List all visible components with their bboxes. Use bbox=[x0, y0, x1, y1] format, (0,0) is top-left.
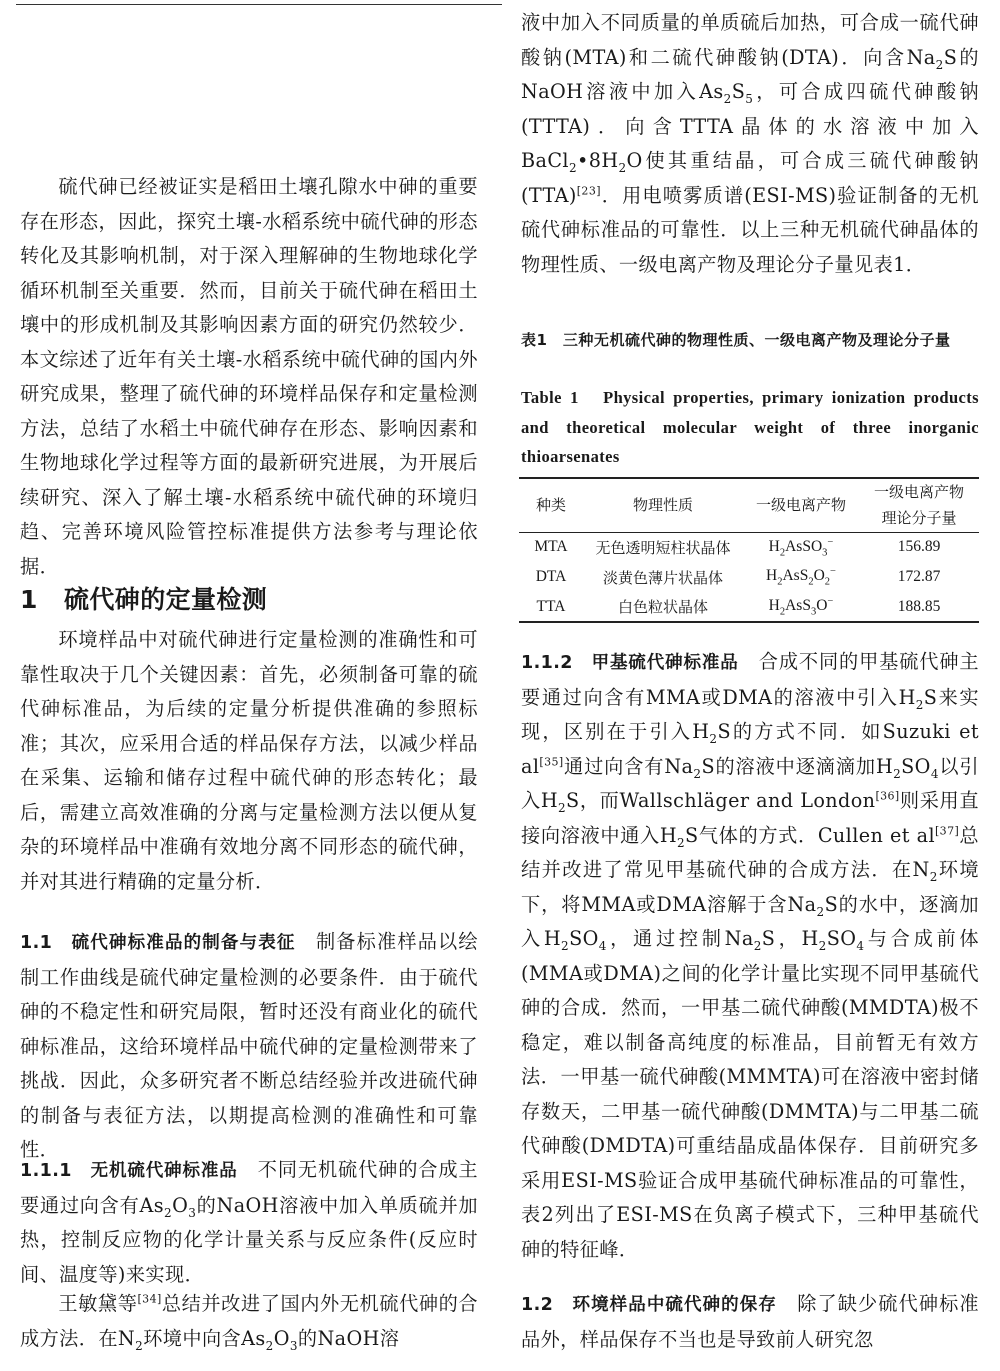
s112-text: 合成不同的甲基硫代砷主要通过向含有MMA或DMA的溶液中引入H bbox=[521, 650, 979, 709]
subscript: 2 bbox=[935, 57, 944, 72]
citation-ref: [35] bbox=[539, 755, 564, 769]
s112-text: 通过向含有Na bbox=[563, 754, 694, 778]
s112-text: 环境下，将MMA或DMA溶解于含Na bbox=[521, 858, 979, 916]
cont-text: 液中加入不同质量的单质硫后加热，可合成一硫代砷酸钠(MTA)和二硫代砷酸钠(DTA)．向含Na bbox=[521, 11, 979, 69]
subscript: 2 bbox=[561, 938, 570, 953]
table-row bbox=[519, 562, 979, 592]
cont-text: •8H bbox=[577, 149, 619, 172]
citation-ref: [23] bbox=[576, 184, 601, 198]
formula-sub: 2 bbox=[779, 606, 786, 618]
subscript: 4 bbox=[930, 766, 939, 781]
subscript: 2 bbox=[818, 938, 827, 953]
cell-mw: 188.85 bbox=[897, 597, 941, 615]
formula-part: AsS bbox=[785, 597, 811, 615]
citation-ref: [34] bbox=[137, 1292, 162, 1306]
header-mw-line2: 理论分子量 bbox=[881, 509, 957, 528]
continued-paragraph bbox=[521, 6, 979, 282]
subscript: 3 bbox=[289, 1338, 298, 1353]
formula-sup: − bbox=[827, 536, 834, 548]
section-1-2-paragraph bbox=[521, 1287, 979, 1357]
subscript: 2 bbox=[753, 938, 762, 953]
table-row bbox=[519, 592, 979, 622]
formula-sub: 2 bbox=[824, 576, 831, 588]
s112-text: SO bbox=[826, 927, 857, 950]
subscript: 2 bbox=[893, 766, 902, 781]
subscript: 4 bbox=[856, 938, 865, 953]
wang-text: 的NaOH溶 bbox=[297, 1326, 400, 1350]
citation-ref: [36] bbox=[875, 789, 900, 803]
cell-type: MTA bbox=[534, 538, 568, 556]
subscript: 2 bbox=[929, 869, 938, 884]
section-1-1-2-heading: 1.1.2 甲基硫代砷标准品 bbox=[521, 653, 739, 673]
cell-property: 无色透明短柱状晶体 bbox=[595, 538, 731, 557]
subscript: 2 bbox=[816, 904, 825, 919]
s111-text: 不同无机硫代砷的合成主要通过向含有As bbox=[20, 1158, 478, 1217]
table-header-row bbox=[519, 478, 979, 532]
s112-text: S，而Wallschläger and London bbox=[566, 789, 876, 812]
formula-part: H bbox=[766, 567, 778, 585]
s111-text: 的NaOH溶液中加入单质硫并加热，控制反应物的化学计量关系与反应条件(反应时间、温度等)来实现． bbox=[20, 1193, 478, 1286]
intro-paragraph: 硫代砷已经被证实是稻田土壤孔隙水中砷的重要存在形态，因此，探究土壤-水稻系统中硫代砷的形态转化及其影响机制，对于深入理解砷的生物地球化学循环机制至关重要．然而，目前关于硫代砷在稻田土壤中的形成机制及其影响因素方面的研究仍然较少．本文综述了近年有关土壤-水稻系统中硫代砷的国内外研究成果，整理了硫代砷的环境样品保存和定量检测方法，总结了水稻土中硫代砷存在形态、影响因素和生物地球化学过程等方面的最新研究进展，为开展后续研究、深入了解土壤-水稻系统中硫代砷的环境归趋、完善环境风险管控标准提供方法参考与理论依据． bbox=[20, 175, 478, 578]
table-row bbox=[519, 532, 979, 562]
subscript: 2 bbox=[265, 1338, 274, 1353]
section-1-number: 1 bbox=[20, 585, 38, 614]
s112-text: ，通过控制Na bbox=[606, 927, 754, 950]
s112-text: S气体的方式．Cullen et al bbox=[685, 823, 935, 847]
formula-sub: 3 bbox=[810, 606, 817, 618]
header-rule bbox=[16, 4, 502, 5]
section-1-1-heading: 1.1 硫代砷标准品的制备与表征 bbox=[20, 933, 296, 953]
section-1-1-2-paragraph bbox=[521, 645, 979, 1267]
s112-text: S的溶液中逐滴滴加H bbox=[701, 754, 894, 778]
citation-ref: [37] bbox=[934, 824, 960, 838]
wang-text: 王敏黛等 bbox=[58, 1292, 138, 1315]
header-product: 一级电离产物 bbox=[743, 478, 859, 532]
s112-text: S的水中，逐滴加入H bbox=[521, 892, 979, 950]
cell-property: 白色粒状晶体 bbox=[617, 598, 708, 616]
s112-text: 总结并改进了常见甲基硫代砷的合成方法．在N bbox=[521, 823, 980, 881]
subscript: 2 bbox=[568, 160, 578, 175]
formula-sup: − bbox=[830, 566, 836, 578]
header-type: 种类 bbox=[519, 478, 583, 532]
cont-text: S的NaOH溶液中加入As bbox=[521, 45, 979, 103]
cell-product bbox=[743, 592, 859, 622]
subscript: 4 bbox=[598, 938, 607, 953]
cont-text: ，可合成四硫代砷酸钠(TTTA)．向含TTTA晶体的水溶液中加入BaCl bbox=[521, 80, 979, 172]
cont-text: ．用电喷雾质谱(ESI-MS)验证制备的无机硫代砷标准品的可靠性．以上三种无机硫代砷晶体的物理性质、一级电离产物及理论分子量见表1． bbox=[521, 183, 979, 276]
formula-sub: 3 bbox=[822, 546, 828, 558]
cell-product bbox=[743, 562, 859, 592]
subscript: 2 bbox=[693, 766, 702, 781]
formula-part: AsS bbox=[782, 567, 809, 585]
subscript: 2 bbox=[557, 800, 567, 815]
header-property: 物理性质 bbox=[583, 478, 743, 532]
s112-text: S的方式不同．如Suzuki et al bbox=[521, 720, 979, 778]
formula-sub: 2 bbox=[779, 546, 786, 558]
section-1-1-text: 制备标准样品以绘制工作曲线是硫代砷定量检测的必要条件．由于硫代砷的不稳定性和研究局限，暂时还没有商业化的硫代砷标准品，这给环境样品中硫代砷的定量检测带来了挑战．因此，众多研究者不断总结经验并改进硫代砷的制备与表征方法，以期提高检测的准确性和可靠性． bbox=[20, 930, 478, 1161]
s112-text: 与合成前体(MMA或DMA)之间的化学计量比实现不同甲基硫代砷的合成．然而，一甲基二硫代砷酸(MMDTA)极不稳定，难以制备高纯度的标准品，目前暂无有效方法．一甲基一硫代砷酸(MMMTA)可在溶液中密封储存数天，二甲基一硫代砷酸(DMMTA)与二甲基二硫代砷酸(DMDTA)可重结晶成晶体保存．目前研究多采用ESI-MS验证合成甲基硫代砷标准品的可靠性，表2列出了ESI-MS在负离子模式下，三种甲基硫代砷的特征峰． bbox=[521, 927, 979, 1261]
section-1-heading bbox=[20, 583, 478, 617]
formula-sub: 2 bbox=[777, 576, 783, 588]
table-1-caption-cn: 表1 三种无机硫代砷的物理性质、一级电离产物及理论分子量 bbox=[521, 331, 951, 349]
section-1-2-heading: 1.2 环境样品中硫代砷的保存 bbox=[521, 1295, 777, 1315]
cell-type: DTA bbox=[535, 568, 567, 585]
formula-part: H bbox=[768, 597, 780, 615]
header-mw bbox=[859, 478, 979, 532]
section-1-1-paragraph bbox=[20, 925, 478, 1168]
s112-text: 以引入H bbox=[521, 754, 979, 812]
wang-text: 总结并改进了国内外无机硫代砷的合成方法．在N bbox=[20, 1292, 478, 1350]
cell-mw: 156.89 bbox=[897, 538, 941, 556]
cell-type: TTA bbox=[536, 597, 566, 615]
s112-text: SO bbox=[901, 754, 931, 778]
subscript: 2 bbox=[723, 91, 732, 106]
wang-paragraph bbox=[20, 1287, 478, 1356]
formula-part: O bbox=[813, 567, 825, 585]
wang-text: 环境中向含As bbox=[143, 1326, 266, 1350]
cont-text: S bbox=[731, 80, 746, 103]
subscript: 5 bbox=[745, 91, 754, 106]
table-1 bbox=[519, 477, 979, 623]
s112-text: 则采用直接向溶液中通入H bbox=[521, 789, 979, 847]
section-1-paragraph: 环境样品中对硫代砷进行定量检测的准确性和可靠性取决于几个关键因素：首先，必须制备可靠的硫代砷标准品，为后续的定量分析提供准确的参照标准；其次，应采用合适的样品保存方法，以减少样品在采集、运输和储存过程中硫代砷的形态转化；最后，需建立高效准确的分离与定量检测方法以便从复杂的环境样品中准确有效地分离不同形态的硫代砷，并对其进行精确的定量分析． bbox=[20, 628, 478, 893]
cell-mw: 172.87 bbox=[897, 568, 941, 585]
subscript: 2 bbox=[618, 160, 627, 175]
formula-part: O bbox=[816, 597, 828, 615]
formula-sub: 2 bbox=[808, 576, 814, 588]
section-1-1-1-heading: 1.1.1 无机硫代砷标准品 bbox=[20, 1161, 238, 1181]
section-1-title: 硫代砷的定量检测 bbox=[64, 585, 268, 614]
subscript: 3 bbox=[188, 1205, 197, 1220]
subscript: 2 bbox=[915, 697, 924, 712]
cont-text: O使其重结晶，可合成三硫代砷酸钠(TTA) bbox=[521, 149, 979, 207]
wang-text: O bbox=[273, 1326, 290, 1350]
cell-property: 淡黄色薄片状晶体 bbox=[602, 568, 723, 587]
cell-product bbox=[743, 532, 859, 562]
s112-text: S来实现，区别在于引入H bbox=[521, 685, 979, 743]
formula-part: H bbox=[768, 537, 780, 555]
s111-text: O bbox=[172, 1193, 189, 1217]
table-1-caption-en: Table 1 Physical properties, primary ionization products and theoretical molecular weight of three inorganic thioarsenates bbox=[521, 388, 979, 466]
s112-text: SO bbox=[569, 927, 599, 950]
subscript: 2 bbox=[676, 835, 686, 850]
section-1-2-text: 除了缺少硫代砷标准品外，样品保存不当也是导致前人研究忽 bbox=[521, 1292, 979, 1351]
subscript: 2 bbox=[135, 1338, 144, 1353]
formula-sup: − bbox=[827, 595, 834, 607]
header-mw-line1: 一级电离产物 bbox=[873, 483, 964, 502]
subscript: 2 bbox=[164, 1205, 173, 1220]
s112-text: S，H bbox=[761, 927, 819, 950]
section-1-1-1-paragraph bbox=[20, 1153, 478, 1292]
subscript: 2 bbox=[709, 731, 718, 746]
formula-part: AsSO bbox=[785, 537, 823, 555]
